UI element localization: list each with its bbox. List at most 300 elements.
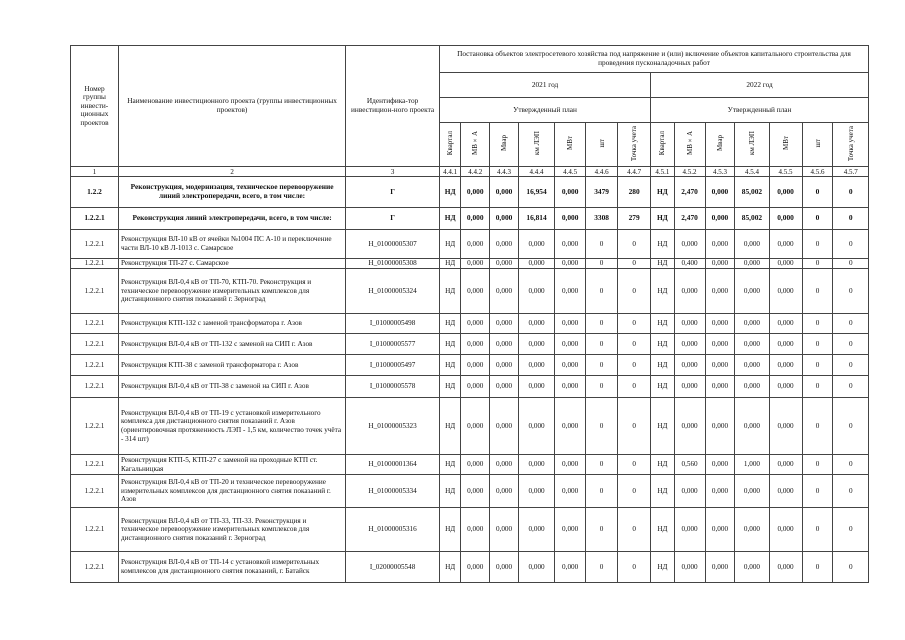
value-cell: 0,000 (518, 398, 554, 455)
value-cell: 0,000 (735, 475, 769, 508)
value-cell: 0 (833, 355, 869, 376)
project-name-cell: Реконструкция КТП-38 с заменой трансформатора г. Азов (118, 355, 345, 376)
value-cell: 0,000 (705, 552, 735, 583)
project-name-cell: Реконструкция ВЛ-0,4 кВ от ТП-33, ТП-33. Реконструкция и техническое перевооружение измерительных комплексов для дистанционного снятия показаний г. Зерноград (118, 508, 345, 552)
unit-header-label: шт (597, 138, 606, 148)
group-number-cell: 1.2.2.1 (71, 508, 119, 552)
value-cell: 0,000 (705, 376, 735, 398)
group-number-cell: 1.2.2.1 (71, 455, 119, 475)
value-cell: 0 (833, 269, 869, 314)
project-name-cell: Реконструкция ВЛ-0,4 кВ от ТП-19 с установкой измерительного комплекса для дистанционного снятия показаний г. Азов (ориентировочная протяженность ЛЭП - 1,5 км, количество точек учёта - 314 шт) (118, 398, 345, 455)
value-cell: 16,814 (518, 208, 554, 230)
value-cell: 0 (802, 177, 833, 208)
value-cell: 0,000 (518, 269, 554, 314)
value-cell: 0,000 (674, 376, 705, 398)
value-cell: 0,000 (555, 398, 586, 455)
value-cell: 0,000 (705, 475, 735, 508)
value-cell: 0,000 (705, 259, 735, 269)
unit-header (833, 123, 869, 167)
identifier-cell: Н_01000001364 (346, 455, 440, 475)
unit-header-label: Квартал (446, 131, 455, 156)
value-cell: 0,000 (518, 355, 554, 376)
value-cell: 0,000 (555, 508, 586, 552)
value-cell: 0,000 (555, 269, 586, 314)
value-cell: 0,000 (461, 552, 490, 583)
value-cell: 0,000 (490, 355, 519, 376)
value-cell: 0 (586, 269, 618, 314)
approved-plan-2022-header: Утвержденный план (651, 98, 869, 123)
value-cell: НД (651, 398, 674, 455)
identifier-cell: Г (346, 208, 440, 230)
value-cell: 0,000 (461, 398, 490, 455)
value-cell: 279 (618, 208, 651, 230)
table-row (71, 269, 869, 314)
value-cell: 3308 (586, 208, 618, 230)
value-cell: 0,000 (769, 355, 802, 376)
value-cell: НД (651, 552, 674, 583)
approved-plan-2021-header: Утвержденный план (440, 98, 651, 123)
value-cell: 0 (618, 475, 651, 508)
unit-header (651, 123, 674, 167)
unit-header (735, 123, 769, 167)
value-cell: 0,000 (518, 376, 554, 398)
value-cell: 0 (833, 208, 869, 230)
column-number: 2 (118, 167, 345, 177)
project-name-cell: Реконструкция КТП-132 с заменой трансформатора г. Азов (118, 314, 345, 334)
value-cell: НД (440, 269, 461, 314)
column-number: 4.4.6 (586, 167, 618, 177)
column-number: 3 (346, 167, 440, 177)
value-cell: 280 (618, 177, 651, 208)
value-cell: 0,000 (518, 259, 554, 269)
identifier-cell: Н_01000005316 (346, 508, 440, 552)
unit-header-label: шт (813, 138, 822, 148)
project-name-cell: Реконструкция, модернизация, техническое перевооружение линий электропередачи, всего, в том числе: (118, 177, 345, 208)
unit-header-label: Квартал (658, 131, 667, 156)
value-cell: 0,000 (674, 355, 705, 376)
value-cell: НД (440, 455, 461, 475)
value-cell: 0,000 (769, 508, 802, 552)
value-cell: 0,000 (490, 314, 519, 334)
table-row (71, 355, 869, 376)
value-cell: 0,000 (735, 552, 769, 583)
group-number-cell: 1.2.2.1 (71, 334, 119, 355)
unit-header-label: МВ×А (471, 131, 480, 156)
group-number-cell: 1.2.2.1 (71, 398, 119, 455)
value-cell: 0 (802, 398, 833, 455)
value-cell: 3479 (586, 177, 618, 208)
unit-header (518, 123, 554, 167)
value-cell: 0,000 (461, 177, 490, 208)
group-number-cell: 1.2.2.1 (71, 269, 119, 314)
value-cell: 0,000 (769, 475, 802, 508)
value-cell: 0,000 (705, 455, 735, 475)
value-cell: 0 (802, 552, 833, 583)
value-cell: 0 (833, 398, 869, 455)
value-cell: НД (440, 177, 461, 208)
value-cell: НД (651, 269, 674, 314)
group-number-cell: 1.2.2.1 (71, 208, 119, 230)
value-cell: 0 (802, 475, 833, 508)
identifier-cell: Н_01000005307 (346, 230, 440, 259)
unit-header (440, 123, 461, 167)
unit-header-label: Мвар (715, 135, 724, 152)
value-cell: НД (440, 230, 461, 259)
value-cell: 0 (833, 552, 869, 583)
identifier-cell: I_02000005548 (346, 552, 440, 583)
value-cell: 0 (833, 508, 869, 552)
unit-header-label: МВ×А (685, 131, 694, 156)
unit-header-label: Точка учета (846, 125, 855, 161)
table-row (71, 398, 869, 455)
value-cell: НД (651, 508, 674, 552)
value-cell: 0 (618, 398, 651, 455)
value-cell: 0,000 (769, 177, 802, 208)
identifier-cell: Н_01000005323 (346, 398, 440, 455)
value-cell: 0,000 (555, 334, 586, 355)
value-cell: НД (651, 455, 674, 475)
value-cell: 0,000 (490, 455, 519, 475)
value-cell: НД (440, 508, 461, 552)
value-cell: 0 (586, 398, 618, 455)
value-cell: 0,000 (490, 334, 519, 355)
value-cell: 0 (618, 376, 651, 398)
value-cell: 0,000 (518, 552, 554, 583)
value-cell: НД (651, 475, 674, 508)
value-cell: НД (651, 355, 674, 376)
value-cell: 0 (618, 334, 651, 355)
unit-header (705, 123, 735, 167)
value-cell: 0,000 (555, 475, 586, 508)
value-cell: 0 (618, 355, 651, 376)
value-cell: 0,000 (769, 455, 802, 475)
value-cell: 0,000 (769, 552, 802, 583)
value-cell: 0 (618, 508, 651, 552)
value-cell: 0,000 (674, 552, 705, 583)
value-cell: 0,000 (769, 314, 802, 334)
investment-table (70, 45, 869, 583)
unit-header (769, 123, 802, 167)
value-cell: 0,000 (674, 508, 705, 552)
value-cell: НД (651, 208, 674, 230)
column-number: 4.5.7 (833, 167, 869, 177)
column-number: 4.4.3 (490, 167, 519, 177)
value-cell: НД (651, 334, 674, 355)
value-cell: НД (440, 398, 461, 455)
value-cell: 0 (618, 259, 651, 269)
value-cell: 0,000 (705, 398, 735, 455)
value-cell: НД (440, 208, 461, 230)
value-cell: 0,000 (518, 475, 554, 508)
value-cell: 0 (586, 334, 618, 355)
value-cell: 0 (586, 475, 618, 508)
identifier-header: Идентифика-тор инвестицион-ного проекта (346, 46, 440, 167)
table-row (71, 208, 869, 230)
value-cell: НД (440, 355, 461, 376)
identifier-cell: Н_01000005334 (346, 475, 440, 508)
value-cell: 0,400 (674, 259, 705, 269)
value-cell: 0,000 (705, 208, 735, 230)
unit-header-label: км ЛЭП (747, 131, 756, 156)
identifier-cell: I_01000005498 (346, 314, 440, 334)
value-cell: 0 (833, 334, 869, 355)
commissioning-header: Постановка объектов электросетевого хозяйства под напряжение и (или) включение объектов капитального строительства для проведения пусконаладочных работ (440, 46, 869, 73)
value-cell: 0,000 (674, 398, 705, 455)
value-cell: 0 (586, 355, 618, 376)
group-number-cell: 1.2.2.1 (71, 376, 119, 398)
column-number: 4.4.7 (618, 167, 651, 177)
value-cell: 0,000 (555, 314, 586, 334)
table-row (71, 177, 869, 208)
value-cell: НД (651, 259, 674, 269)
value-cell: 0,000 (674, 230, 705, 259)
value-cell: 0 (833, 376, 869, 398)
value-cell: 0,000 (555, 259, 586, 269)
value-cell: 0,000 (735, 398, 769, 455)
project-name-cell: Реконструкция ВЛ-0,4 кВ от ТП-70, КТП-70. Реконструкция и техническое перевооружение измерительных комплексов для дистанционного снятия показаний г. Зерноград (118, 269, 345, 314)
value-cell: 0,000 (490, 398, 519, 455)
value-cell: 0,000 (769, 376, 802, 398)
value-cell: 0 (618, 552, 651, 583)
value-cell: 0,000 (490, 508, 519, 552)
value-cell: 0 (586, 314, 618, 334)
value-cell: 0 (802, 334, 833, 355)
group-number-cell: 1.2.2.1 (71, 475, 119, 508)
column-number: 4.5.6 (802, 167, 833, 177)
group-number-cell: 1.2.2.1 (71, 314, 119, 334)
value-cell: 0,000 (735, 269, 769, 314)
unit-header-label: МВт (781, 136, 790, 151)
value-cell: 0,000 (769, 398, 802, 455)
value-cell: 0 (833, 314, 869, 334)
value-cell: 2,470 (674, 177, 705, 208)
value-cell: НД (440, 259, 461, 269)
group-number-cell: 1.2.2.1 (71, 552, 119, 583)
value-cell: 0 (618, 269, 651, 314)
value-cell: 16,954 (518, 177, 554, 208)
value-cell: 0 (802, 269, 833, 314)
identifier-cell: Н_01000005308 (346, 259, 440, 269)
value-cell: 0,000 (705, 355, 735, 376)
value-cell: 0,000 (461, 208, 490, 230)
value-cell: 0,000 (490, 259, 519, 269)
value-cell: 0,000 (735, 314, 769, 334)
project-name-cell: Реконструкция КТП-5, КТП-27 с заменой на проходные КТП ст. Кагальницкая (118, 455, 345, 475)
value-cell: 0 (802, 376, 833, 398)
unit-header (618, 123, 651, 167)
value-cell: 0,000 (705, 269, 735, 314)
project-name-cell: Реконструкция ВЛ-0,4 кВ от ТП-20 и техническое перевооружение измерительных комплексов для дистанционного снятия показаний г. Азов (118, 475, 345, 508)
value-cell: 0,000 (769, 259, 802, 269)
year-2022-header: 2022 год (651, 73, 869, 98)
value-cell: 2,470 (674, 208, 705, 230)
column-number: 4.5.3 (705, 167, 735, 177)
column-number: 4.5.4 (735, 167, 769, 177)
table-row (71, 376, 869, 398)
column-number: 4.5.2 (674, 167, 705, 177)
table-row (71, 334, 869, 355)
identifier-cell: I_01000005577 (346, 334, 440, 355)
value-cell: 0,000 (461, 334, 490, 355)
value-cell: 0 (618, 230, 651, 259)
unit-header (555, 123, 586, 167)
project-name-cell: Реконструкция ТП-27 с. Самарское (118, 259, 345, 269)
identifier-cell: Н_01000005324 (346, 269, 440, 314)
value-cell: НД (651, 230, 674, 259)
value-cell: 0 (618, 455, 651, 475)
value-cell: 0,000 (705, 508, 735, 552)
identifier-cell: I_01000005578 (346, 376, 440, 398)
value-cell: 0,000 (769, 230, 802, 259)
value-cell: 0,000 (518, 455, 554, 475)
value-cell: НД (440, 314, 461, 334)
value-cell: 0,000 (461, 355, 490, 376)
value-cell: 0,000 (555, 552, 586, 583)
value-cell: 0,000 (674, 475, 705, 508)
value-cell: 0,000 (769, 269, 802, 314)
project-name-cell: Реконструкция линий электропередачи, всего, в том числе: (118, 208, 345, 230)
table-row (71, 314, 869, 334)
table-row (71, 230, 869, 259)
value-cell: НД (440, 334, 461, 355)
value-cell: 0 (802, 230, 833, 259)
column-number: 1 (71, 167, 119, 177)
value-cell: 0,000 (490, 230, 519, 259)
value-cell: 0,000 (461, 475, 490, 508)
unit-header-label: Точка учета (630, 125, 639, 161)
value-cell: 0 (802, 455, 833, 475)
value-cell: 0 (802, 314, 833, 334)
value-cell: 0,000 (674, 269, 705, 314)
value-cell: НД (651, 376, 674, 398)
group-number-cell: 1.2.2 (71, 177, 119, 208)
value-cell: 0,000 (461, 508, 490, 552)
column-number: 4.4.1 (440, 167, 461, 177)
unit-header (586, 123, 618, 167)
value-cell: НД (651, 314, 674, 334)
column-number: 4.5.1 (651, 167, 674, 177)
value-cell: 0 (586, 259, 618, 269)
value-cell: 0,000 (518, 314, 554, 334)
column-number: 4.4.2 (461, 167, 490, 177)
unit-header-label: км ЛЭП (532, 131, 541, 156)
value-cell: 0,000 (461, 269, 490, 314)
value-cell: 0 (586, 508, 618, 552)
value-cell: 0,000 (735, 259, 769, 269)
value-cell: 0,000 (674, 314, 705, 334)
value-cell: 0,000 (461, 230, 490, 259)
value-cell: 0 (586, 376, 618, 398)
group-number-cell: 1.2.2.1 (71, 230, 119, 259)
column-number: 4.5.5 (769, 167, 802, 177)
value-cell: 0,000 (769, 334, 802, 355)
value-cell: 0,000 (490, 552, 519, 583)
value-cell: 0,000 (735, 508, 769, 552)
value-cell: 0,000 (735, 355, 769, 376)
value-cell: 0,000 (705, 334, 735, 355)
value-cell: 0,000 (735, 376, 769, 398)
value-cell: 0 (833, 259, 869, 269)
value-cell: 0,000 (555, 376, 586, 398)
value-cell: 0,000 (518, 334, 554, 355)
unit-header (802, 123, 833, 167)
value-cell: 0,000 (555, 455, 586, 475)
group-number-header: Номер группы инвести-ционных проектов (71, 46, 119, 167)
value-cell: 0 (833, 230, 869, 259)
value-cell: НД (440, 376, 461, 398)
project-name-header: Наименование инвестиционного проекта (группы инвестиционных проектов) (118, 46, 345, 167)
value-cell: 0,000 (461, 376, 490, 398)
project-name-cell: Реконструкция ВЛ-0,4 кВ от ТП-38 с заменой на СИП г. Азов (118, 376, 345, 398)
value-cell: 0,000 (555, 230, 586, 259)
value-cell: НД (651, 177, 674, 208)
value-cell: 0 (802, 208, 833, 230)
column-number: 4.4.5 (555, 167, 586, 177)
value-cell: 0 (618, 314, 651, 334)
value-cell: 85,002 (735, 208, 769, 230)
group-number-cell: 1.2.2.1 (71, 355, 119, 376)
value-cell: 0,000 (490, 376, 519, 398)
value-cell: 0,000 (555, 208, 586, 230)
table-row (71, 552, 869, 583)
unit-header (461, 123, 490, 167)
value-cell: 0,000 (705, 314, 735, 334)
value-cell: 0,000 (490, 269, 519, 314)
value-cell: 0,000 (769, 208, 802, 230)
value-cell: 0,560 (674, 455, 705, 475)
value-cell: 0 (833, 475, 869, 508)
value-cell: 0 (586, 455, 618, 475)
group-number-cell: 1.2.2.1 (71, 259, 119, 269)
value-cell: 0 (833, 177, 869, 208)
identifier-cell: Г (346, 177, 440, 208)
value-cell: 0 (586, 552, 618, 583)
project-name-cell: Реконструкция ВЛ-0,4 кВ от ТП-132 с заменой на СИП г. Азов (118, 334, 345, 355)
value-cell: 0,000 (555, 177, 586, 208)
value-cell: 0,000 (461, 259, 490, 269)
value-cell: 0,000 (735, 334, 769, 355)
value-cell: 0,000 (705, 230, 735, 259)
unit-header-label: Мвар (500, 135, 509, 152)
value-cell: НД (440, 475, 461, 508)
value-cell: 0,000 (674, 334, 705, 355)
value-cell: 0,000 (490, 208, 519, 230)
identifier-cell: I_01000005497 (346, 355, 440, 376)
value-cell: 0 (802, 508, 833, 552)
column-number: 4.4.4 (518, 167, 554, 177)
table-row (71, 475, 869, 508)
value-cell: 0,000 (490, 475, 519, 508)
value-cell: 0 (586, 230, 618, 259)
value-cell: 0 (802, 355, 833, 376)
investment-program-sheet (70, 45, 869, 583)
value-cell: 1,000 (735, 455, 769, 475)
unit-header (490, 123, 519, 167)
unit-header-label: МВт (566, 136, 575, 151)
table-row (71, 455, 869, 475)
project-name-cell: Реконструкция ВЛ-0,4 кВ от ТП-14 с установкой измерительных комплексов для дистанционного снятия показаний, г. Батайск (118, 552, 345, 583)
value-cell: 0,000 (555, 355, 586, 376)
value-cell: 0 (833, 455, 869, 475)
value-cell: 0,000 (735, 230, 769, 259)
table-row (71, 259, 869, 269)
value-cell: 0,000 (490, 177, 519, 208)
value-cell: 0,000 (461, 455, 490, 475)
value-cell: 85,002 (735, 177, 769, 208)
value-cell: 0,000 (705, 177, 735, 208)
value-cell: НД (440, 552, 461, 583)
table-row (71, 508, 869, 552)
